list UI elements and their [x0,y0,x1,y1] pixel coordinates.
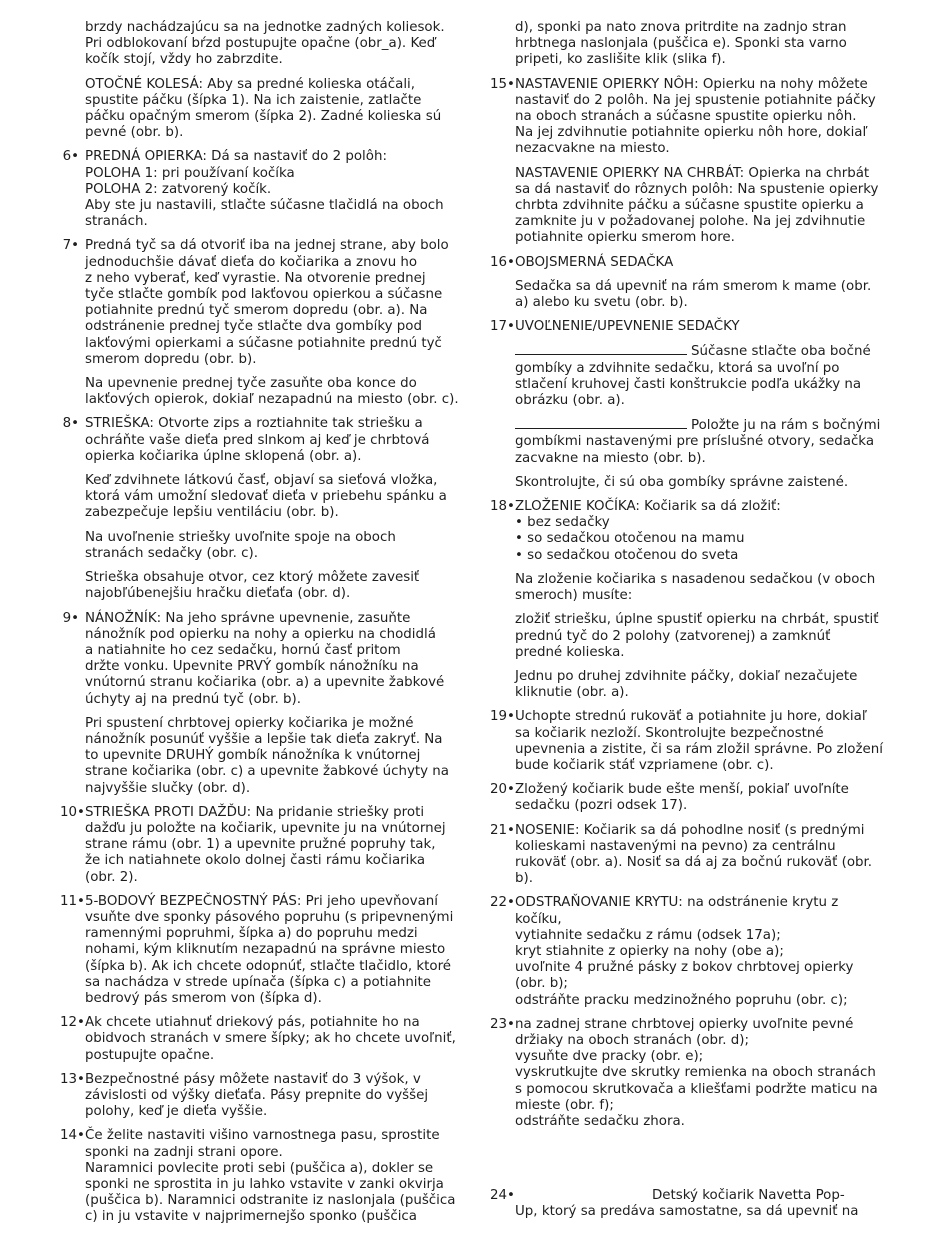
item-number: 7• [62,238,79,254]
list-item [490,319,900,491]
text-line: stlačení kruhovej časti konštrukcie podľa ukážky na [515,376,862,392]
text-line: odstráňte sedačku zhora. [515,1113,685,1129]
item-number: 15• [490,76,515,92]
text-line: rukoväť (obr. a). Nosiť sa dá aj za bočnú rukoväť (obr. [515,854,873,870]
text-line: PREDNÁ OPIERKA: Dá sa nastaviť do 2 polôh: [85,149,387,165]
list-item [490,709,900,774]
paragraph [85,376,462,408]
text-line: páčku opačným smerom (šípka 2). Zadné kolieska sú [85,109,442,125]
text-line: hrbtnega naslonjala (puščica e). Sponki sta varno [515,36,847,52]
text-line: stranách sedačky (obr. c). [85,545,259,561]
text-line: (šípka b). Ak ich chcete odopnúť, stlačte tlačidlo, ktoré [85,958,452,974]
text-line: vnútornú stranu kočiarika (obr. a) a upevnite žabkové [85,675,445,691]
text-line: sa kočiarik nezloží. Skontrolujte bezpečnostné [515,725,824,741]
text-line: Skontrolujte, či sú oba gombíky správne zaistené. [515,474,849,490]
item-number: 17• [490,319,515,335]
list-item [60,149,462,230]
text-line: zabezpečuje lepšiu ventiláciu (obr. b). [85,505,339,521]
list-item [60,805,462,886]
text-line: Uchopte strednú rukoväť a potiahnite ju hore, dokiaľ [515,709,867,725]
list-item [490,895,900,1008]
text-line: • so sedačkou otočenou na mamu [515,531,745,547]
item-number: 8• [62,416,79,432]
paragraph [515,823,900,888]
paragraph [85,805,462,886]
text-line: ktorá vám umožní sledovať dieťa v priebehu spánku a [85,489,447,505]
text-line: OTOČNÉ KOLESÁ: Aby sa predné kolieska otáčali, [85,76,416,92]
text-line: kočíku, [515,911,562,927]
text-line: POLOHA 2: zatvorený kočík. [85,181,272,197]
text-line: NASTAVENIE OPIERKY NA CHRBÁT: Opierka na chrbát [515,165,870,181]
text-line: vytiahnite sedačku z rámu (odsek 17a); [515,927,781,943]
text-line: Pri spustení chrbtovej opierky kočiarika je možné [85,715,414,731]
text-line: Keď zdvihnete látkovú časť, objaví sa sieťová vložka, [85,473,438,489]
paragraph [85,238,462,368]
text-line: nánožník pod opierku na nohy a opierku na chodidlá [85,626,436,642]
text-line: NOSENIE: Kočiarik sa dá pohodlne nosiť (s prednými [515,822,865,838]
text-line: vsuňte dve sponky pásového popruhu (s pripevnenými [85,909,454,925]
text-line: NASTAVENIE OPIERKY NÔH: Opierku na nohy môžete [515,76,868,92]
text-line: 5-BODOVÝ BEZPEČNOSTNÝ PÁS: Pri jeho upevňovaní [85,893,438,909]
text-line: dažďu ju položte na kočiarik, upevnite ju na vnútornej [85,820,446,836]
paragraph [515,417,900,467]
text-line: obrázku (obr. a). [515,393,625,409]
item-number: 21• [490,822,515,838]
text-line: že ich natiahnete okolo dolnej časti rámu kočiarika [85,853,426,869]
item-24-text-line-2: Up, ktorý sa predáva samostatne, sa dá upevniť na [515,1204,859,1219]
text-line: kryt stiahnite z opierky na nohy (obe a); [515,943,784,959]
paragraph [85,416,462,465]
text-line: nastaviť do 2 polôh. Na jej spustenie potiahnite páčky [515,92,876,108]
text-line: závislosti od výšky dieťaťa. Pásy prepnite do vyššej [85,1087,429,1103]
text-line: zložiť striešku, úplne spustiť opierku na chrbát, spustiť [515,612,879,628]
text-line: c) in ju vstavite v najprimernejšo sponko (puščica [85,1209,417,1225]
text-line: stranách. [85,214,148,230]
text-line: OBOJSMERNÁ SEDAČKA [515,254,674,270]
text-line: pevné (obr. b). [85,125,184,141]
item-number: 22• [490,895,515,911]
text-line: najobľúbenejšiu hračku dieťaťa (obr. d). [85,586,351,602]
paragraph [85,20,462,69]
text-line: na zadnej strane chrbtovej opierky uvoľnite pevné [515,1016,854,1032]
left-column [60,20,462,1234]
text-line: lakťovými opierkami a súčasne potiahnite prednú tyč [85,335,442,351]
text-line: odstráňte pracku medzinožného popruhu (obr. c); [515,992,848,1008]
item-number: 19• [490,709,515,725]
text-line: kolieskami nastavenými na pevno) za centrálnu [515,838,836,854]
paragraph [85,716,462,797]
text-line: uvoľnite 4 pružné pásky z bokov chrbtovej opierky [515,960,854,976]
text-line: Na upevnenie prednej tyče zasuňte oba konce do [85,376,417,392]
text-line: strane rámu (obr. 1) a upevnite pružné popruhy tak, [85,837,436,853]
text-line: a natiahnite ho cez sedačku, hornú časť pritom [85,642,401,658]
text-line: sponki ne sprostita in ju lahko vstavite v zanki okvirja [85,1177,444,1192]
item-number: 10• [60,804,85,820]
text-line: to upevnite DRUHÝ gombík nánožníka k vnútornej [85,748,421,764]
text-line: opierka kočiarika úplne sklopená (obr. a). [85,448,362,464]
text-line: Na zloženie kočiarika s nasadenou sedačkou (v oboch [515,571,876,587]
paragraph [515,709,900,774]
text-line: (puščica b). Naramnici odstranite iz naslonjala (puščica [85,1193,456,1209]
blank-fill-line [515,417,687,429]
text-line: a) alebo ku svetu (obr. b). [515,295,688,311]
text-line: nohami, kým kliknutím nezapadnú na správne miesto [85,942,446,958]
text-line: STRIEŠKA: Otvorte zips a roztiahnite tak striešku a [85,416,423,432]
item-number: 14• [60,1128,85,1144]
paragraph [515,343,900,409]
text-line: gombíky a zdvihnite sedačku, ktorá sa uvoľní po [515,360,840,376]
text-line: ochráňte vaše dieťa pred slnkom aj keď je chrbtová [85,432,430,448]
text-line: sa nachádza v strede upínača (šípka c) a potiahnite [85,974,432,990]
item-number: 6• [62,149,79,165]
text-line: sedačku (pozri odsek 17). [515,798,688,814]
text-line: chrbta zdvihnite páčku a súčasne spustite opierku a [515,198,864,214]
item-number: 9• [62,610,79,626]
text-line: odstránenie prednej tyče stlačte dva gombíky pod [85,319,422,335]
text-line: Strieška obsahuje otvor, cez ktorý môžete zavesiť [85,570,420,586]
paragraph [515,669,900,701]
text-line: kočík stojí, vždy ho zabrzdite. [85,52,283,68]
continued-text [60,20,462,141]
item-number: 13• [60,1071,85,1087]
text-line: Ak chcete utiahnuť driekový pás, potiahnite ho na [85,1015,420,1031]
paragraph [515,475,900,491]
text-line: potiahnite opierku smerom hore. [515,230,735,246]
text-line: vysuňte dve pracky (obr. e); [515,1049,704,1065]
paragraph [515,255,900,271]
text-line: brzdy nachádzajúcu sa na jednotke zadných koliesok. [85,20,445,35]
paragraph [515,77,900,158]
paragraph [85,473,462,522]
text-line: smerom dopredu (obr. b). [85,351,257,367]
text-line: Pri odblokovaní bŕzd postupujte opačne (obr_a). Keď [85,36,436,52]
text-line: zamknite ju v požadovanej polohe. Na jej zdvihnutie [515,214,866,230]
list-item [490,499,900,701]
text-line: UVOĽNENIE/UPEVNENIE SEDAČKY [515,319,740,335]
item-number: 16• [490,254,515,270]
paragraph [85,530,462,562]
text-after-blank: Súčasne stlačte oba bočné [691,344,871,360]
paragraph [85,894,462,1007]
paragraph [515,572,900,604]
text-line: držte vonku. Upevnite PRVÝ gombík nánožníku na [85,659,419,675]
item-number: 23• [490,1016,515,1032]
continued-text [490,20,900,69]
text-line: Jednu po druhej zdvihnite páčky, dokiaľ nezačujete [515,668,858,684]
text-line: pripeti, ko zaslišite klik (slika f). [515,52,726,68]
text-line: Bezpečnostné pásy môžete nastaviť do 3 výšok, v [85,1071,421,1087]
paragraph [515,782,900,814]
list-item [490,823,900,888]
text-line: nánožník posunúť vyššie a lepšie tak dieťa zakryť. Na [85,731,443,747]
text-line: kliknutie (obr. a). [515,685,629,701]
text-line: držiaky na oboch stranách (obr. d); [515,1032,750,1048]
text-line: z neho vyberať, keď vyrastie. Na otvorenie prednej [85,270,426,286]
text-line: bude kočiarik stáť vzpriamene (obr. c). [515,757,774,773]
text-line: • bez sedačky [515,515,610,531]
text-line: Zložený kočiarik bude ešte menší, pokiaľ uvoľníte [515,782,849,798]
blank-fill-line [515,343,687,355]
text-line: najvyššie slučky (obr. d). [85,780,251,796]
text-line: polohy, keď je dieťa vyššie. [85,1104,268,1120]
list-item [60,611,462,797]
text-line: spustite páčku (šípka 1). Na ich zaistenie, zatlačte [85,92,422,108]
text-line: nezacvakne na miesto. [515,141,670,157]
list-item [60,1015,462,1064]
paragraph [85,77,462,142]
text-line: ZLOŽENIE KOČÍKA: Kočiarik sa dá zložiť: [515,499,781,515]
text-line: zacvakne na miesto (obr. b). [515,450,706,466]
list-item [490,77,900,247]
paragraph [85,611,462,708]
paragraph [85,570,462,602]
text-line: tyče stlačte gombík pod lakťovou opierkou a súčasne [85,287,443,303]
text-line: STRIEŠKA PROTI DAŽĎU: Na pridanie striešky proti [85,804,425,820]
text-line: s pomocou skrutkovača a kliešťami podržte maticu na [515,1081,878,1097]
text-line: gombíkmi nastavenými pre príslušné otvory, sedačka [515,434,875,450]
text-line: Na jej zdvihnutie potiahnite opierku nôh hore, dokiaľ [515,125,868,141]
paragraph [85,1072,462,1121]
text-line: úchyty aj na prednú tyč (obr. b). [85,691,301,707]
item-number: 20• [490,782,515,798]
paragraph [515,319,900,335]
text-line: ramennými popruhmi, šípka a) do popruhu medzi [85,926,418,942]
text-line: obidvoch stranách v smere šípky; ak ho chcete uvoľniť, [85,1031,456,1047]
paragraph [515,279,900,311]
list-item [490,782,900,814]
text-line: predné kolieska. [515,644,625,660]
right-column [490,20,900,1138]
list-item [490,1017,900,1130]
text-line: Sedačka sa dá upevniť na rám smerom k mame (obr. [515,278,872,294]
list-item [60,894,462,1007]
paragraph [515,895,900,1008]
text-line: vyskrutkujte dve skrutky remienka na oboch stranách [515,1065,876,1081]
text-line: sa dá nastaviť do rôznych polôh: Na spustenie opierky [515,181,879,197]
text-line: POLOHA 1: pri používaní kočíka [85,165,295,181]
text-line: smeroch) musíte: [515,588,633,604]
paragraph [515,20,900,69]
paragraph [515,166,900,247]
text-line: Če želite nastaviti višino varnostnega pasu, sprostite [85,1128,440,1144]
text-line: jednoduchšie dávať dieťa do kočiarika a znovu ho [85,254,418,270]
paragraph [515,499,900,564]
text-line: mieste (obr. f); [515,1097,614,1113]
item-24-text-line-1: Detský kočiarik Navetta Pop- [652,1188,845,1203]
list-item [60,238,462,408]
text-line: ODSTRAŇOVANIE KRYTU: na odstránenie krytu z [515,895,839,911]
text-line: upevnenia a zistite, či sa rám zložil správne. Po zložení [515,741,883,757]
text-line: (obr. 2). [85,869,138,885]
list-item [60,416,462,602]
text-line: Naramnici povlecite proti sebi (puščica a), dokler se [85,1160,434,1176]
text-line: potiahnite prednú tyč smerom dopredu (obr. a). Na [85,303,428,319]
paragraph [85,1015,462,1064]
text-line: • so sedačkou otočenou do sveta [515,547,739,563]
text-after-blank: Položte ju na rám s bočnými [691,418,881,434]
text-line: prednú tyč do 2 polohy (zatvorenej) a zamknúť [515,628,831,644]
paragraph [515,1017,900,1130]
text-line: Aby ste ju nastavili, stlačte súčasne tlačidlá na oboch [85,198,444,214]
text-line: Predná tyč sa dá otvoriť iba na jednej strane, aby bolo [85,238,449,254]
list-item [60,1072,462,1121]
list-item [60,1128,462,1225]
text-line: d), sponki pa nato znova pritrdite na zadnjo stran [515,20,847,35]
list-item [490,255,900,312]
paragraph [515,612,900,661]
text-line: b). [515,871,533,887]
paragraph [85,1128,462,1225]
item-number: 18• [490,499,515,515]
text-line: sponki na zadnji strani opore. [85,1144,283,1160]
text-line: na oboch stranách a súčasne spustite opierku nôh. [515,109,857,125]
item-number: 24• [490,1188,515,1203]
item-number: 11• [60,893,85,909]
text-line: (obr. b); [515,976,568,992]
text-line [515,343,900,360]
text-line: Na uvoľnenie striešky uvoľnite spoje na oboch [85,529,396,545]
paragraph [85,149,462,230]
item-number: 12• [60,1015,85,1031]
text-line [515,417,900,434]
text-line: bedrový pás smerom von (šípka d). [85,990,322,1006]
text-line: NÁNOŽNÍK: Na jeho správne upevnenie, zasuňte [85,610,411,626]
text-line: lakťových opierok, dokiaľ nezapadnú na miesto (obr. c). [85,392,459,408]
text-line: postupujte opačne. [85,1047,215,1063]
text-line: strane kočiarika (obr. c) a upevnite žabkové úchyty na [85,764,450,780]
